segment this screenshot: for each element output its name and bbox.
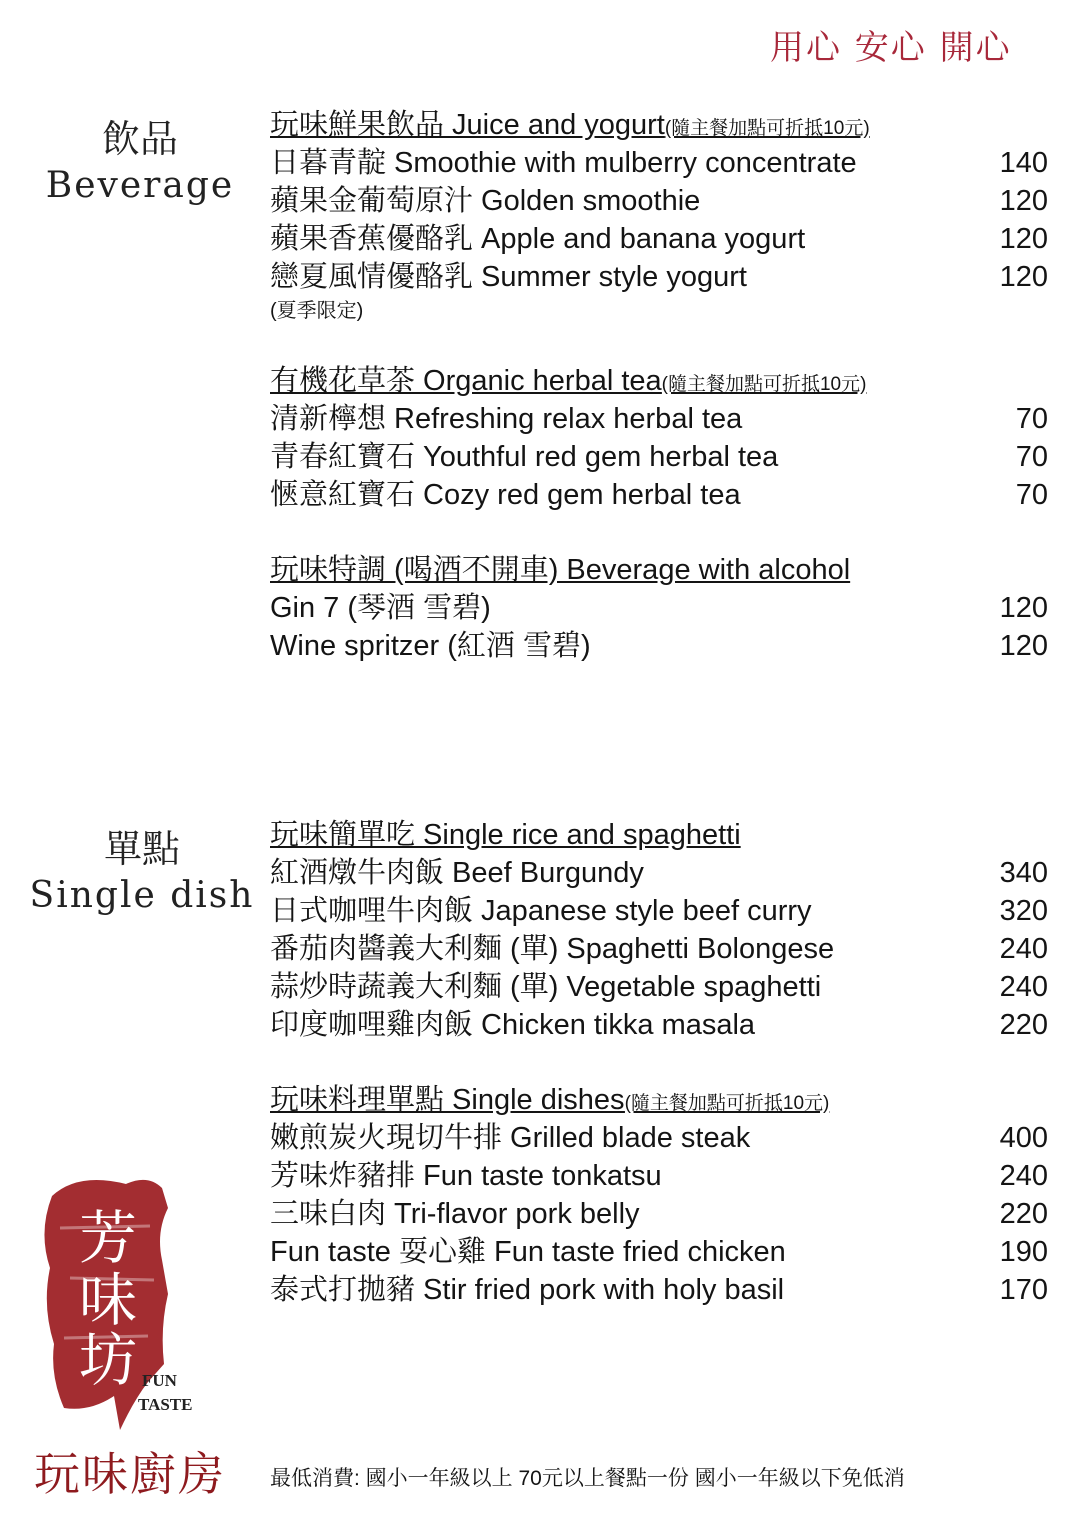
item-price: 340 (999, 857, 1048, 889)
logo-en-taste: TASTE (138, 1395, 193, 1414)
item-price: 240 (999, 1160, 1048, 1192)
item-name: 蘋果金葡萄原汁 Golden smoothie (270, 185, 701, 217)
item-price: 190 (999, 1236, 1048, 1268)
item-name: 番茄肉醬義大利麵 (單) Spaghetti Bolongese (270, 933, 835, 965)
group-heading: 玩味簡單吃 Single rice and spaghetti (270, 819, 741, 851)
menu-item (270, 1006, 1048, 1044)
section-label-en: Beverage (45, 165, 235, 206)
item-price: 120 (999, 185, 1048, 217)
group-note: (隨主餐加點可折抵10元) (664, 118, 870, 139)
menu-group-juice (270, 106, 1048, 326)
item-name: 清新檸想 Refreshing relax herbal tea (270, 403, 743, 435)
menu-item (270, 182, 1048, 220)
item-price: 320 (999, 895, 1048, 927)
item-name: 日式咖哩牛肉飯 Japanese style beef curry (270, 895, 812, 927)
menu-item (270, 892, 1048, 930)
menu-item (270, 476, 1048, 514)
menu-group-dishes (270, 1081, 1048, 1309)
item-price: 120 (999, 630, 1048, 662)
restaurant-logo (30, 1168, 250, 1498)
item-price: 240 (999, 971, 1048, 1003)
item-price: 120 (999, 592, 1048, 624)
group-heading: 玩味特調 (喝酒不開車) Beverage with alcohol (270, 554, 851, 586)
seal-text-2: 味 (78, 1266, 138, 1334)
item-price: 220 (999, 1198, 1048, 1230)
group-heading: 玩味鮮果飲品 Juice and yogurt(隨主餐加點可折抵10元) (270, 109, 870, 141)
item-name: 印度咖哩雞肉飯 Chicken tikka masala (270, 1009, 756, 1041)
item-price: 170 (999, 1274, 1048, 1306)
menu-group-rice (270, 816, 1048, 1044)
item-name: 三味白肉 Tri-flavor pork belly (270, 1198, 640, 1230)
group-heading: 玩味料理單點 Single dishes(隨主餐加點可折抵10元) (270, 1084, 830, 1116)
item-name: 日暮青靛 Smoothie with mulberry concentrate (270, 147, 857, 179)
item-name: 嫩煎炭火現切牛排 Grilled blade steak (270, 1122, 751, 1154)
menu-item (270, 589, 1048, 627)
item-price: 140 (999, 147, 1048, 179)
item-price: 70 (1015, 403, 1048, 435)
item-name: 蒜炒時蔬義大利麵 (單) Vegetable spaghetti (270, 971, 822, 1003)
menu-item (270, 1157, 1048, 1195)
item-name: 戀夏風情優酪乳 Summer style yogurt (270, 261, 747, 293)
section-label-zh: 單點 (103, 827, 180, 871)
group-heading: 有機花草茶 Organic herbal tea(隨主餐加點可折抵10元) (270, 365, 867, 397)
item-price: 400 (999, 1122, 1048, 1154)
item-name: 芳味炸豬排 Fun taste tonkatsu (270, 1160, 662, 1192)
item-name: Gin 7 (琴酒 雪碧) (270, 592, 491, 624)
menu-item (270, 854, 1048, 892)
section-label-single (22, 818, 262, 916)
group-note: (隨主餐加點可折抵10元) (624, 1093, 830, 1114)
menu-item (270, 1271, 1048, 1309)
menu-item (270, 627, 1048, 665)
item-price: 120 (999, 261, 1048, 293)
menu-item (270, 144, 1048, 182)
seal-text-1: 芳 (78, 1204, 138, 1272)
item-price: 240 (999, 933, 1048, 965)
item-price: 220 (999, 1009, 1048, 1041)
item-price: 70 (1015, 441, 1048, 473)
menu-item (270, 1119, 1048, 1157)
menu-item (270, 220, 1048, 258)
menu-item (270, 258, 1048, 296)
item-price: 120 (999, 223, 1048, 255)
section-label-beverage (40, 108, 240, 206)
section-label-en: Single dish (29, 875, 255, 916)
logo-en-fun: FUN (142, 1371, 177, 1390)
menu-item (270, 400, 1048, 438)
menu-item (270, 438, 1048, 476)
item-name: 青春紅寶石 Youthful red gem herbal tea (270, 441, 779, 473)
item-name: Wine spritzer (紅酒 雪碧) (270, 630, 591, 662)
menu-group-alcohol (270, 551, 1048, 665)
menu-item (270, 930, 1048, 968)
item-name: Fun taste 耍心雞 Fun taste fried chicken (270, 1236, 786, 1268)
item-price: 70 (1015, 479, 1048, 511)
seal-text-3: 坊 (78, 1326, 138, 1394)
menu-item (270, 968, 1048, 1006)
menu-item (270, 1195, 1048, 1233)
item-name: 愜意紅寶石 Cozy red gem herbal tea (270, 479, 741, 511)
seasonal-note: (夏季限定) (270, 300, 364, 322)
item-name: 紅酒燉牛肉飯 Beef Burgundy (270, 857, 644, 889)
section-label-zh: 飲品 (101, 117, 178, 161)
logo-brand: 玩味廚房 (34, 1447, 226, 1498)
item-name: 蘋果香蕉優酪乳 Apple and banana yogurt (270, 223, 806, 255)
item-name: 泰式打拋豬 Stir fried pork with holy basil (270, 1274, 785, 1306)
menu-item (270, 1233, 1048, 1271)
minimum-charge-note: 最低消費: 國小一年級以上 70元以上餐點一份 國小一年級以下免低消 (270, 1467, 905, 1490)
tagline: 用心 安心 開心 (770, 28, 1012, 68)
group-note: (隨主餐加點可折抵10元) (661, 374, 867, 395)
menu-group-tea (270, 362, 1048, 514)
